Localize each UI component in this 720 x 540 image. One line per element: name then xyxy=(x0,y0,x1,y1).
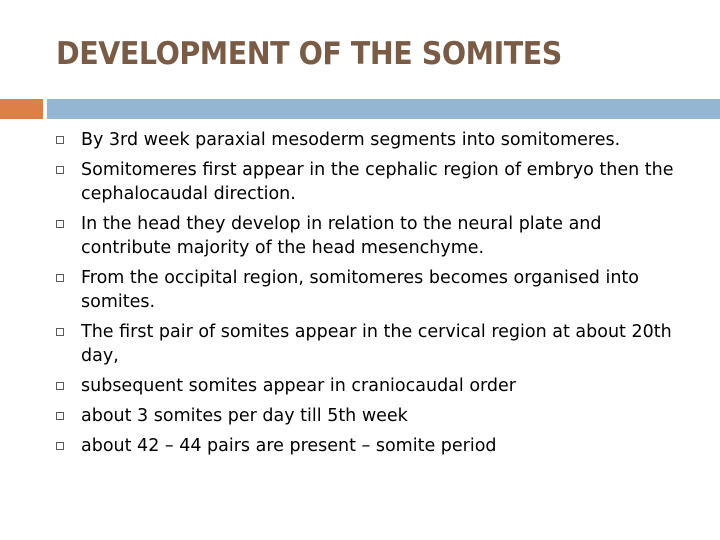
bullet-item xyxy=(56,158,696,206)
bullet-item xyxy=(56,266,696,314)
bullet-item xyxy=(56,320,696,368)
hollow-square-icon xyxy=(56,220,64,228)
bullet-item xyxy=(56,212,696,260)
bullet-text: about 3 somites per day till 5th week xyxy=(81,406,408,426)
bullet-item xyxy=(56,404,696,428)
accent-bar-orange xyxy=(0,99,43,119)
hollow-square-icon xyxy=(56,442,64,450)
bullet-text: From the occipital region, somitomeres becomes organised into somites. xyxy=(81,268,639,312)
hollow-square-icon xyxy=(56,136,64,144)
bullet-list xyxy=(56,128,696,464)
bullet-text: The first pair of somites appear in the cervical region at about 20th day, xyxy=(81,322,672,366)
slide-title: DEVELOPMENT OF THE SOMITES xyxy=(56,36,562,72)
bullet-text: about 42 – 44 pairs are present – somite period xyxy=(81,436,497,456)
hollow-square-icon xyxy=(56,412,64,420)
hollow-square-icon xyxy=(56,166,64,174)
bullet-item xyxy=(56,128,696,152)
hollow-square-icon xyxy=(56,328,64,336)
bullet-item xyxy=(56,374,696,398)
bullet-item xyxy=(56,434,696,458)
bullet-text: In the head they develop in relation to the neural plate and contribute majority of the head mesenchyme. xyxy=(81,214,602,258)
hollow-square-icon xyxy=(56,382,64,390)
bullet-text: subsequent somites appear in craniocaudal order xyxy=(81,376,516,396)
hollow-square-icon xyxy=(56,274,64,282)
bullet-text: By 3rd week paraxial mesoderm segments into somitomeres. xyxy=(81,130,621,150)
accent-bar-blue xyxy=(47,99,720,119)
bullet-text: Somitomeres first appear in the cephalic region of embryo then the cephalocaudal direction. xyxy=(81,160,674,204)
